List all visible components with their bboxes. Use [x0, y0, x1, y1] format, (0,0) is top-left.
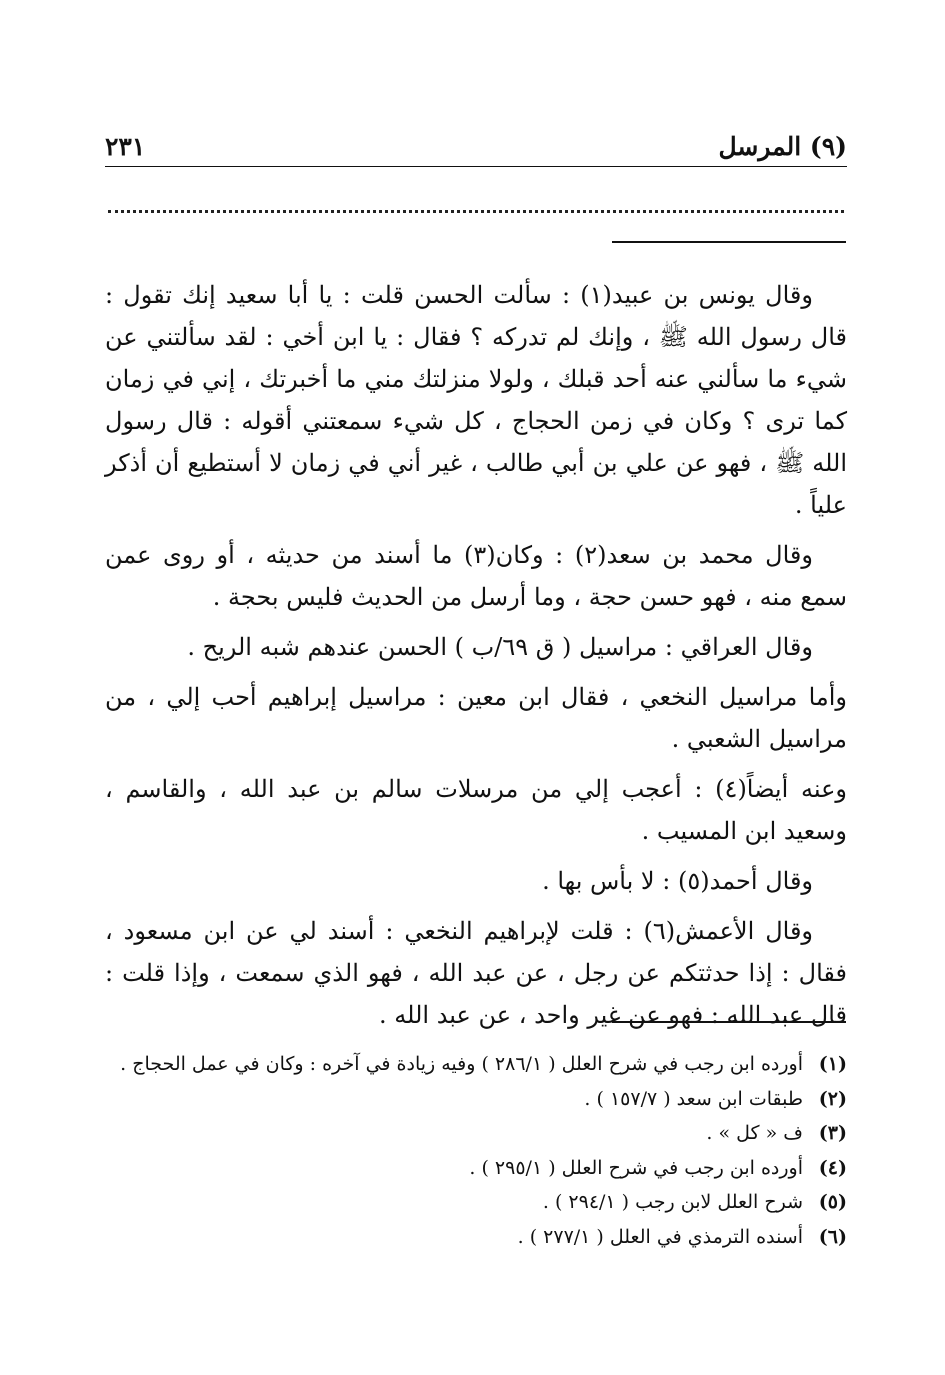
paragraph-nakhai: وأما مراسيل النخعي ، فقال ابن معين : مراسيل إبراهيم أحب إلي ، من مراسيل الشعبي . [105, 683, 847, 753]
main-text [105, 274, 847, 1044]
footnote-item [105, 1151, 847, 1186]
footnote-number: (٢) [818, 1087, 847, 1110]
paragraph-yunus: وقال يونس بن عبيد(١) : سألت الحسن قلت : يا أبا سعيد إنك تقول : قال رسول الله ﷺ ، وإنك لم تدركه ؟ فقال : يا ابن أخي : لقد سألتني عن شيء ما سألني عنه أحد قبلك ، ولولا منزلتك مني ما أخبرتك ، إني في زمان كما ترى ؟ وكان في زمن الحجاج ، كل شيء سمعتني أقوله : قال رسول الله ﷺ ، فهو عن علي بن أبي طالب ، غير أني في زمان لا أستطيع أن أذكر علياً . [105, 281, 848, 519]
dotted-separator [108, 210, 844, 213]
running-head [105, 128, 847, 168]
paragraph-anhu-aydan: وعنه أيضاً(٤) : أعجب إلي من مرسلات سالم بن عبد الله ، والقاسم ، وسعيد ابن المسيب . [105, 775, 848, 845]
footnote-number: (٣) [818, 1122, 847, 1144]
footnote-text: أسنده الترمذي في العلل ( ٢٧٧/١ ) . [517, 1225, 803, 1248]
footnote-rule [612, 1021, 846, 1023]
footnote-item [105, 1116, 847, 1151]
top-short-rule [612, 241, 846, 243]
footnote-text: أورده ابن رجب في شرح العلل ( ٢٩٥/١ ) . [469, 1156, 803, 1179]
footnote-number: (١) [818, 1053, 847, 1075]
footnote-item [105, 1047, 847, 1082]
paragraph-ibn-saad: وقال محمد بن سعد(٢) : وكان(٣) ما أسند من حديثه ، أو روى عمن سمع منه ، فهو حسن حجة ، وما أرسل من الحديث فليس بحجة . [105, 541, 847, 611]
footnote-number: (٦) [818, 1225, 847, 1248]
footnote-text: طبقات ابن سعد ( ١٥٧/٧ ) . [584, 1087, 803, 1110]
footnotes [105, 1047, 847, 1254]
footnote-item [105, 1082, 847, 1117]
paragraph-ahmad: وقال أحمد(٥) : لا بأس بها . [542, 867, 813, 895]
footnote-item [105, 1185, 847, 1220]
footnote-item [105, 1220, 847, 1255]
paragraph-iraqi: وقال العراقي : مراسيل ( ق ٦٩/ب ) الحسن عندهم شبه الريح . [187, 633, 813, 661]
chapter-title: (٩) المرسل [718, 132, 847, 161]
footnote-number: (٤) [818, 1156, 847, 1179]
paragraph-amash: وقال الأعمش(٦) : قلت لإبراهيم النخعي : أسند لي عن ابن مسعود ، فقال : إذا حدثتكم عن رجل ، عن عبد الله ، فهو الذي سمعت ، وإذا قلت : قال عبد الله : فهو عن غير واحد ، عن عبد الله . [105, 917, 847, 1029]
footnote-text: ف « كل » . [706, 1122, 803, 1144]
header-rule [105, 166, 847, 167]
footnote-text: أورده ابن رجب في شرح العلل ( ٢٨٦/١ ) وفيه زيادة في آخره : وكان في عمل الحجاج . [120, 1053, 803, 1075]
page-number: ٢٣١ [105, 132, 146, 161]
footnote-text: شرح العلل لابن رجب ( ٢٩٤/١ ) . [542, 1191, 803, 1213]
footnote-number: (٥) [818, 1191, 847, 1213]
